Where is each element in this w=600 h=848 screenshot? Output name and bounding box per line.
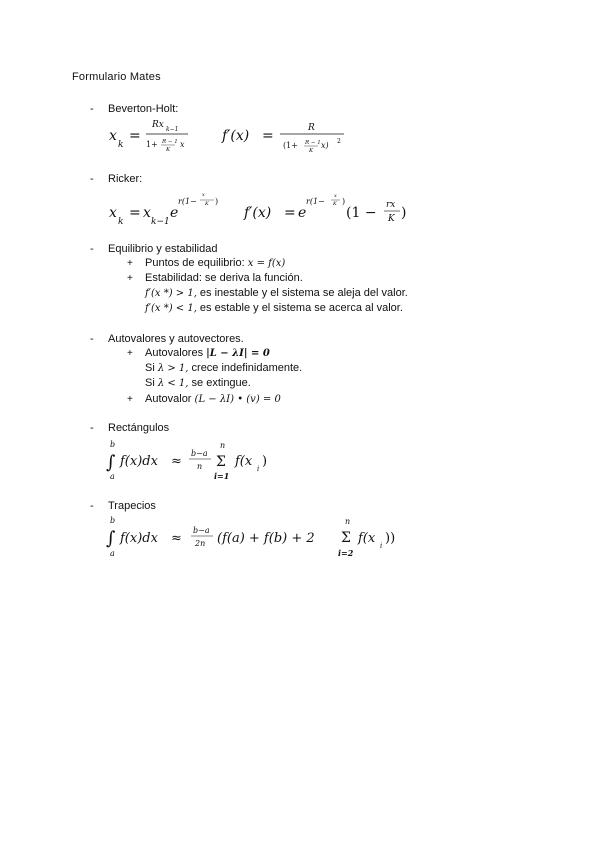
math-close: ): [262, 454, 268, 469]
bullet-text: Autovalores: [145, 347, 204, 359]
math-sub-k: k: [118, 217, 124, 227]
math-sub-km1: k−1: [151, 217, 170, 227]
list-plus: +: [127, 348, 133, 359]
math-sub-i: i: [257, 465, 260, 473]
math-close-x: x): [321, 141, 329, 150]
math-K: K: [333, 201, 337, 207]
bullet-text: Estabilidad: se deriva la función.: [145, 272, 303, 284]
math-K: K: [388, 214, 395, 224]
math-fx: f(x: [358, 531, 376, 546]
math-rx: rx: [386, 200, 396, 210]
math-sub-k: k: [118, 140, 124, 150]
math-exponent: r(1−: [306, 197, 325, 206]
math-K: K: [309, 148, 314, 154]
line-text: se extingue.: [188, 377, 251, 389]
math-b: b: [110, 440, 116, 449]
math-fprime: f′(x): [222, 128, 250, 144]
list-dash: -: [90, 243, 94, 255]
section-label-ricker: Ricker:: [108, 173, 143, 185]
list-plus: +: [127, 273, 133, 284]
section-label-rectangulos: Rectángulos: [108, 422, 170, 434]
list-plus: +: [127, 258, 133, 269]
math-one-plus: 1+: [146, 140, 158, 149]
math-close: ): [215, 197, 219, 206]
math-fxdx: f(x)dx: [120, 454, 158, 469]
bullet-math: (L − λI) • (v) = 0: [194, 394, 281, 405]
list-dash: -: [90, 500, 94, 512]
math-integral: ∫: [106, 528, 116, 549]
math-x: x: [180, 140, 185, 149]
section-label-beverton-holt: Beverton-Holt:: [108, 103, 179, 115]
list-dash: -: [90, 422, 94, 434]
math-bma: b−a: [191, 449, 208, 458]
math-Rm1: R − 1: [305, 140, 321, 146]
section-label-autovalores: Autovalores y autovectores.: [108, 333, 244, 345]
math-x: x: [109, 205, 117, 221]
list-plus: +: [127, 394, 133, 405]
math-n: n: [220, 441, 226, 450]
list-dash: -: [90, 333, 94, 345]
bullet-math: x = f(x): [247, 258, 286, 269]
math-fxdx: f(x)dx: [120, 531, 158, 546]
math-R: R: [308, 123, 315, 133]
math-sigma: Σ: [216, 454, 226, 470]
line-math: f′(x *) < 1,: [145, 303, 197, 314]
math-close: )): [385, 531, 396, 546]
math-close: ): [401, 205, 407, 221]
math-n: n: [345, 517, 351, 526]
bullet-math: |L − λI| = 0: [206, 348, 270, 359]
math-i1: i=1: [214, 471, 230, 481]
math-a: a: [110, 549, 115, 558]
line-text: es inestable y el sistema se aleja del valor.: [196, 287, 408, 299]
math-exponent: r(1−: [178, 197, 197, 206]
math-Rx: Rx: [152, 120, 164, 130]
section-label-trapecios: Trapecios: [108, 500, 156, 512]
math-fx: f(x: [235, 454, 253, 469]
math-eq: =: [262, 128, 274, 144]
math-integral: ∫: [106, 452, 116, 473]
math-e: e: [298, 205, 307, 221]
section-label-equilibrio: Equilibrio y estabilidad: [108, 243, 218, 255]
math-one-minus: (1 −: [346, 205, 377, 221]
math-fprime: f′(x): [244, 205, 272, 221]
math-a: a: [110, 472, 115, 481]
math-e: e: [170, 205, 179, 221]
bullet-text: Puntos de equilibrio:: [145, 257, 245, 269]
math-eq: =: [129, 205, 141, 221]
math-x-small: x: [334, 193, 337, 199]
math-2n: 2n: [195, 539, 206, 548]
math-sub-i: i: [380, 542, 383, 550]
math-b: b: [110, 516, 116, 525]
math-approx: ≈: [171, 454, 182, 469]
math-eq: =: [284, 205, 296, 221]
line-text: crece indefinidamente.: [188, 362, 303, 374]
line-math: f′(x *) > 1,: [145, 288, 197, 299]
math-i2: i=2: [338, 548, 354, 558]
math-one-plus-open: (1+: [283, 141, 298, 150]
math-K: K: [205, 201, 209, 207]
list-dash: -: [90, 103, 94, 115]
math-sub-km1: k−1: [166, 126, 179, 133]
line-text: es estable y el sistema se acerca al valor.: [196, 302, 403, 314]
math-x-small: x: [202, 192, 205, 198]
math-close: ): [342, 197, 346, 206]
line-math: λ < 1,: [157, 378, 189, 389]
line-pre: Si: [145, 377, 158, 389]
page-title: Formulario Mates: [72, 71, 161, 83]
line-math: λ > 1,: [157, 363, 189, 374]
math-eq: =: [129, 128, 141, 144]
math-Rm1: R − 1: [162, 139, 178, 145]
math-bma: b−a: [193, 526, 210, 535]
math-x: x: [109, 128, 117, 144]
list-dash: -: [90, 173, 94, 185]
math-x: x: [143, 205, 151, 221]
math-fa-fb: (f(a) + f(b) + 2: [217, 531, 315, 546]
math-approx: ≈: [171, 531, 182, 546]
line-pre: Si: [145, 362, 158, 374]
math-n: n: [197, 462, 203, 471]
math-K: K: [166, 147, 171, 153]
bullet-text: Autovalor: [145, 393, 192, 405]
math-power-2: 2: [337, 138, 341, 145]
math-sigma: Σ: [341, 530, 351, 546]
